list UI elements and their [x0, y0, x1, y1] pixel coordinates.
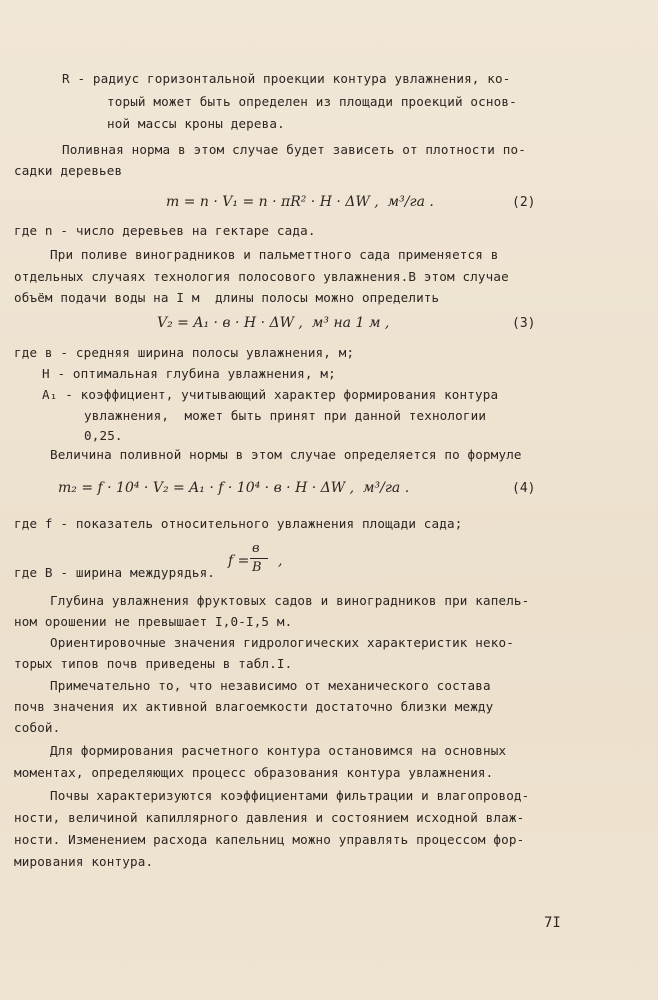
text-line: При поливе виноградников и пальметтного сада применяется в [50, 247, 499, 262]
text-line: Поливная норма в этом случае будет зависеть от плотности по- [62, 142, 526, 157]
text-line: торых типов почв приведены в табл.I. [14, 656, 293, 671]
text-line: собой. [14, 720, 61, 735]
text-line: ности. Изменением расхода капельниц можно управлять процессом фор- [14, 832, 525, 847]
text-line: A₁ - коэффициент, учитывающий характер формирования контура [42, 387, 499, 402]
text-line: где n - число деревьев на гектаре сада. [14, 223, 316, 238]
text-line: Величина поливной нормы в этом случае определяется по формуле [50, 447, 522, 462]
text-line: увлажнения, может быть принят при данной технологии [84, 408, 487, 423]
text-line: где B - ширина междурядья. [14, 565, 216, 580]
text-line: ном орошении не превышает I,0-I,5 м. [14, 614, 293, 629]
text-line: Ориентировочные значения гидрологических характеристик неко- [50, 635, 514, 650]
text-line: объём подачи воды на I м длины полосы можно определить [14, 290, 440, 305]
text-line: садки деревьев [14, 163, 123, 178]
text-line: Для формирования расчетного контура остановимся на основных [50, 743, 507, 758]
fraction-comma: , [278, 553, 283, 569]
equation-number: (4) [512, 481, 536, 496]
text-line: R - радиус горизонтальной проекции контура увлажнения, ко- [62, 71, 511, 86]
text-line: H - оптимальная глубина увлажнения, м; [42, 366, 336, 381]
text-line: Глубина увлажнения фруктовых садов и виноградников при капель- [50, 593, 530, 608]
page-number: 7I [544, 915, 561, 931]
text-line: Почвы характеризуются коэффициентами фильтрации и влагопровод- [50, 788, 530, 803]
formula-4: m₂ = f · 10⁴ · V₂ = A₁ · f · 10⁴ · в · H · ΔW , м³/га . [58, 480, 410, 496]
text-line: 0,25. [84, 428, 123, 443]
fraction-denominator: B [252, 560, 262, 575]
fraction-numerator: в [252, 541, 260, 556]
text-line: где f - показатель относительного увлажнения площади сада; [14, 516, 463, 531]
text-line: мирования контура. [14, 854, 154, 869]
fraction-lhs: f = [228, 553, 250, 569]
text-line: ности, величиной капиллярного давления и состоянием исходной влаж- [14, 810, 525, 825]
text-line: почв значения их активной влагоемкости достаточно близки между [14, 699, 494, 714]
text-line: Примечательно то, что независимо от механического состава [50, 678, 491, 693]
text-line: где в - средняя ширина полосы увлажнения, м; [14, 345, 355, 360]
equation-number: (3) [512, 316, 536, 331]
equation-number: (2) [512, 195, 536, 210]
formula-3: V₂ = A₁ · в · H · ΔW , м³ на 1 м , [157, 315, 390, 331]
fraction-formula [228, 541, 298, 581]
text-line: торый может быть определен из площади проекций основ- [107, 94, 517, 109]
text-line: моментах, определяющих процесс образования контура увлажнения. [14, 765, 494, 780]
text-line: ной массы кроны дерева. [107, 116, 285, 131]
formula-2: m = n · V₁ = n · πR² · H · ΔW , м³/га . [166, 194, 434, 210]
text-line: отдельных случаях технология полосового увлажнения.В этом случае [14, 269, 509, 284]
